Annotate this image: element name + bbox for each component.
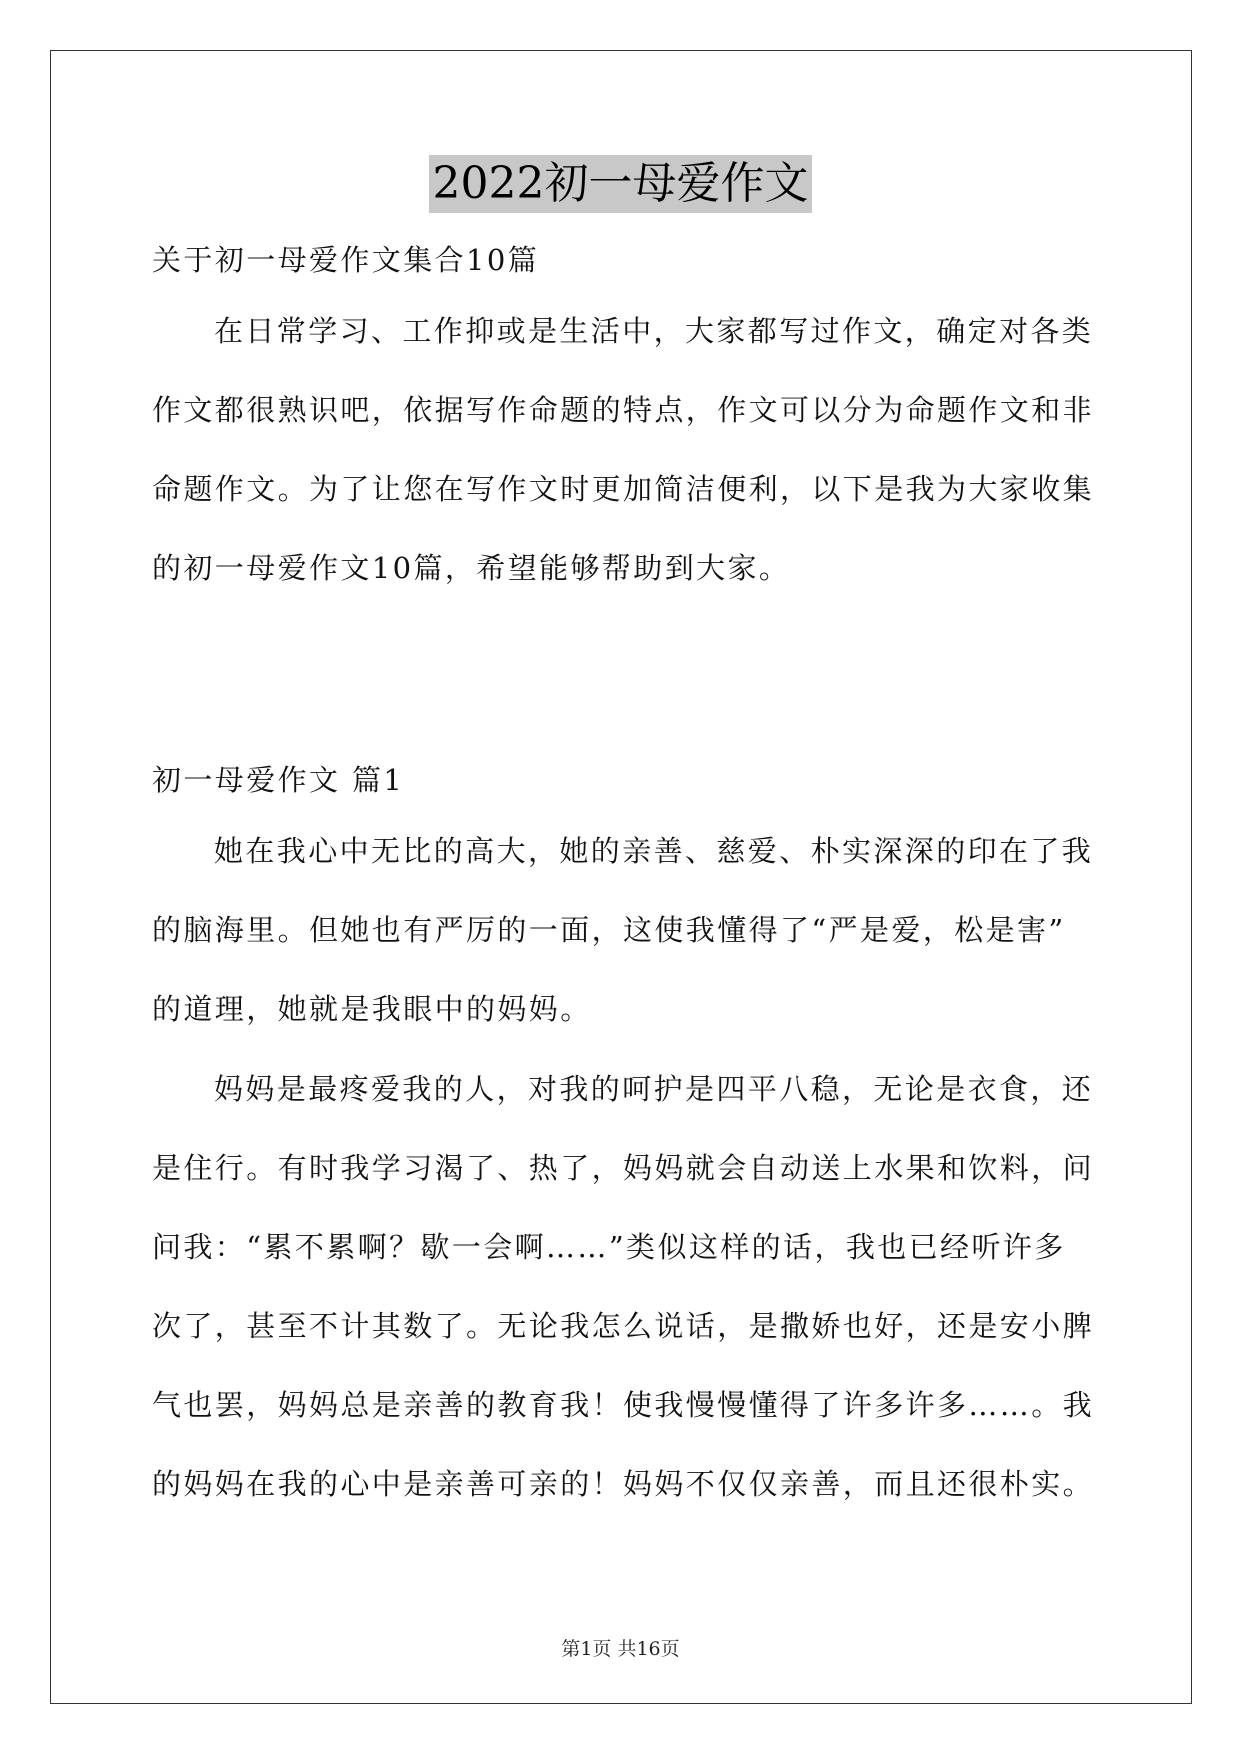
text-line: 的初一母爱作文10篇，希望能够帮助到大家。 <box>152 551 791 585</box>
text-line: 是住行。有时我学习渴了、热了，妈妈就会自动送上水果和饮料，问 <box>152 1151 1095 1185</box>
text-line: 的道理，她就是我眼中的妈妈。 <box>152 992 592 1026</box>
paragraph-1 <box>152 812 1092 1049</box>
section-heading: 初一母爱作文 篇1 <box>152 763 405 797</box>
text-line: 命题作文。为了让您在写作文时更加简洁便利，以下是我为大家收集 <box>152 472 1095 506</box>
text-line: 她在我心中无比的高大，她的亲善、慈爱、朴实深深的印在了我 <box>214 834 1094 868</box>
text-line: 作文都很熟识吧，依据写作命题的特点，作文可以分为命题作文和非 <box>152 393 1095 427</box>
text-line: 的妈妈在我的心中是亲善可亲的！妈妈不仅仅亲善，而且还很朴实。 <box>152 1467 1095 1501</box>
text-line: 妈妈是最疼爱我的人，对我的呵护是四平八稳，无论是衣食，还 <box>214 1072 1094 1106</box>
text-line: 的脑海里。但她也有严厉的一面，这使我懂得了“严是爱，松是害” <box>152 913 1066 947</box>
document-title: 2022初一母爱作文 <box>429 155 813 213</box>
document-subtitle: 关于初一母爱作文集合10篇 <box>152 243 540 277</box>
text-line: 次了，甚至不计其数了。无论我怎么说话，是撒娇也好，还是安小脾 <box>152 1309 1095 1343</box>
text-line: 气也罢，妈妈总是亲善的教育我！使我慢慢懂得了许多许多……。我 <box>152 1388 1095 1422</box>
paragraph-2 <box>152 1050 1095 1524</box>
text-line: 问我：“累不累啊？歇一会啊……”类似这样的话，我也已经听许多 <box>152 1230 1066 1264</box>
title-container <box>0 155 1241 213</box>
text-line: 在日常学习、工作抑或是生活中，大家都写过作文，确定对各类 <box>214 314 1094 348</box>
page-number-footer: 第1页 共16页 <box>561 1638 680 1660</box>
intro-paragraph <box>152 292 1095 608</box>
